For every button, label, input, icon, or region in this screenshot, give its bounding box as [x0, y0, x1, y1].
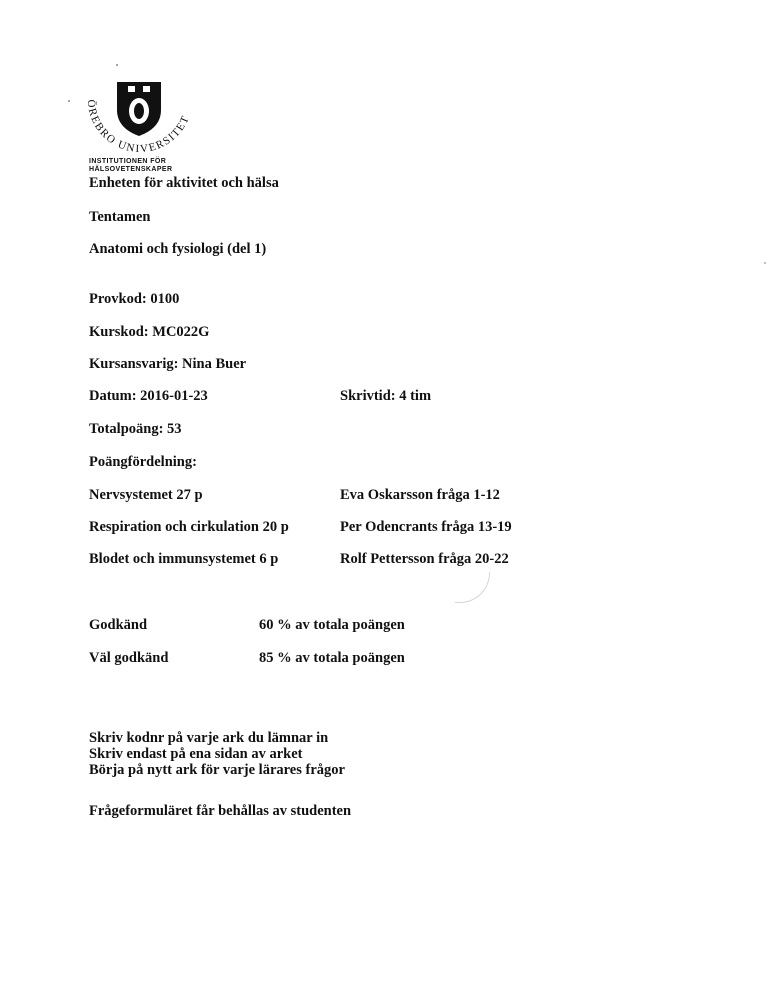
- provkod: Provkod: 0100: [89, 291, 180, 307]
- teacher-rolf-pettersson: Rolf Pettersson fråga 20-22: [340, 551, 509, 567]
- scan-speck: [116, 64, 118, 66]
- teacher-per-odencrants: Per Odencrants fråga 13-19: [340, 519, 512, 535]
- datum: Datum: 2016-01-23: [89, 388, 208, 404]
- doc-type: Tentamen: [89, 209, 151, 225]
- kursansvarig: Kursansvarig: Nina Buer: [89, 356, 247, 372]
- totalpoang: Totalpoäng: 53: [89, 421, 182, 437]
- section-respiration: Respiration och cirkulation 20 p: [89, 519, 289, 535]
- instruction-2: Skriv endast på ena sidan av arket: [89, 746, 303, 762]
- institution-name: [89, 158, 172, 174]
- teacher-eva-oskarsson: Eva Oskarsson fråga 1-12: [340, 487, 500, 503]
- orebro-university-logo: [74, 70, 204, 170]
- scan-speck: [764, 262, 766, 264]
- instruction-1: Skriv kodnr på varje ark du lämnar in: [89, 730, 329, 746]
- section-blodet: Blodet och immunsystemet 6 p: [89, 551, 279, 567]
- instruction-3: Börja på nytt ark för varje lärares frågor: [89, 762, 345, 778]
- institution-line-1: INSTITUTIONEN FÖR: [89, 158, 167, 165]
- poangfordelning-heading: Poängfördelning:: [89, 454, 197, 470]
- grade-val-godkand-value: 85 % av totala poängen: [259, 650, 405, 666]
- institution-line-2: HÄLSOVETENSKAPER: [89, 166, 173, 173]
- grade-godkand-value: 60 % av totala poängen: [259, 617, 405, 633]
- grade-godkand-label: Godkänd: [89, 617, 148, 633]
- logo-arc-text: ÖREBRO UNIVERSITET: [84, 99, 193, 156]
- scan-artifact: [455, 572, 490, 603]
- section-nervsystemet: Nervsystemet 27 p: [89, 487, 203, 503]
- unit-name: Enheten för aktivitet och hälsa: [89, 175, 279, 191]
- kurskod: Kurskod: MC022G: [89, 324, 210, 340]
- course-name: Anatomi och fysiologi (del 1): [89, 241, 267, 257]
- footer-note: Frågeformuläret får behållas av studenten: [89, 803, 352, 819]
- grade-val-godkand-label: Väl godkänd: [89, 650, 169, 666]
- scan-speck: [68, 100, 70, 102]
- skrivtid: Skrivtid: 4 tim: [340, 388, 432, 404]
